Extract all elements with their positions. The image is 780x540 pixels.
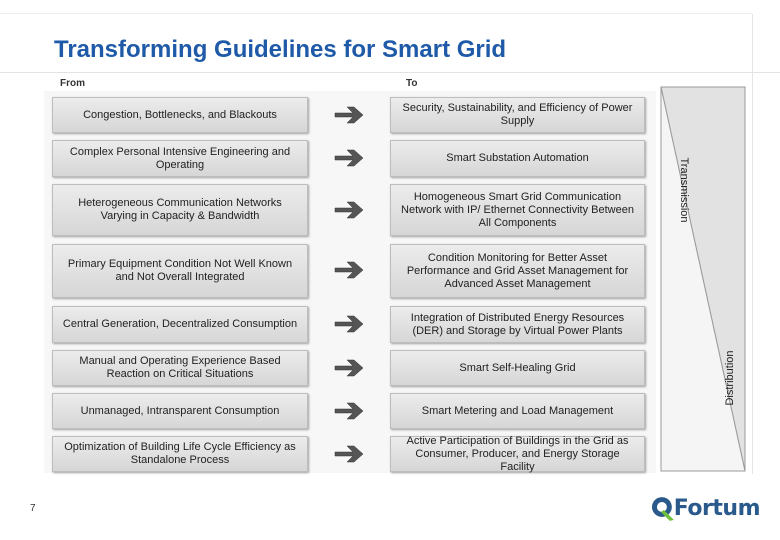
title-divider: [0, 72, 780, 73]
top-divider: [0, 13, 752, 14]
from-box: Heterogeneous Communication Networks Varying in Capacity & Bandwidth: [52, 184, 308, 236]
arrow-right-icon: [333, 260, 365, 280]
to-box: Smart Self-Healing Grid: [390, 350, 645, 386]
to-box: Homogeneous Smart Grid Communication Network with IP/ Ethernet Connectivity Between All Components: [390, 184, 645, 236]
from-header: From: [60, 78, 85, 89]
slide-title: Transforming Guidelines for Smart Grid: [54, 36, 507, 63]
arrow-right-icon: [333, 105, 365, 125]
from-box: Congestion, Bottlenecks, and Blackouts: [52, 97, 308, 133]
right-divider: [752, 14, 753, 474]
to-header: To: [406, 78, 418, 89]
distribution-label: Distribution: [724, 350, 736, 406]
transmission-distribution-wedge: [660, 86, 746, 472]
arrow-right-icon: [333, 314, 365, 334]
arrow-right-icon: [333, 444, 365, 464]
from-box: Manual and Operating Experience Based Reaction on Critical Situations: [52, 350, 308, 386]
to-box: Smart Substation Automation: [390, 140, 645, 177]
page-number: 7: [30, 503, 36, 514]
to-box: Smart Metering and Load Management: [390, 393, 645, 429]
fortum-logo: [650, 492, 760, 524]
transmission-label: Transmission: [678, 157, 690, 223]
to-box: Security, Sustainability, and Efficiency of Power Supply: [390, 97, 645, 133]
from-box: Optimization of Building Life Cycle Efficiency as Standalone Process: [52, 436, 308, 472]
arrow-right-icon: [333, 200, 365, 220]
from-box: Primary Equipment Condition Not Well Known and Not Overall Integrated: [52, 244, 308, 298]
fortum-logo-text: Fortum: [673, 495, 760, 521]
from-box: Unmanaged, Intransparent Consumption: [52, 393, 308, 429]
to-box: Active Participation of Buildings in the Grid as Consumer, Producer, and Energy Storage Facility: [390, 436, 645, 472]
arrow-right-icon: [333, 148, 365, 168]
arrow-right-icon: [333, 401, 365, 421]
from-box: Complex Personal Intensive Engineering and Operating: [52, 140, 308, 177]
fortum-logo-icon: [650, 494, 676, 522]
arrow-right-icon: [333, 358, 365, 378]
to-box: Integration of Distributed Energy Resources (DER) and Storage by Virtual Power Plants: [390, 306, 645, 343]
from-box: Central Generation, Decentralized Consumption: [52, 306, 308, 343]
to-box: Condition Monitoring for Better Asset Performance and Grid Asset Management for Advanced Asset Management: [390, 244, 645, 298]
